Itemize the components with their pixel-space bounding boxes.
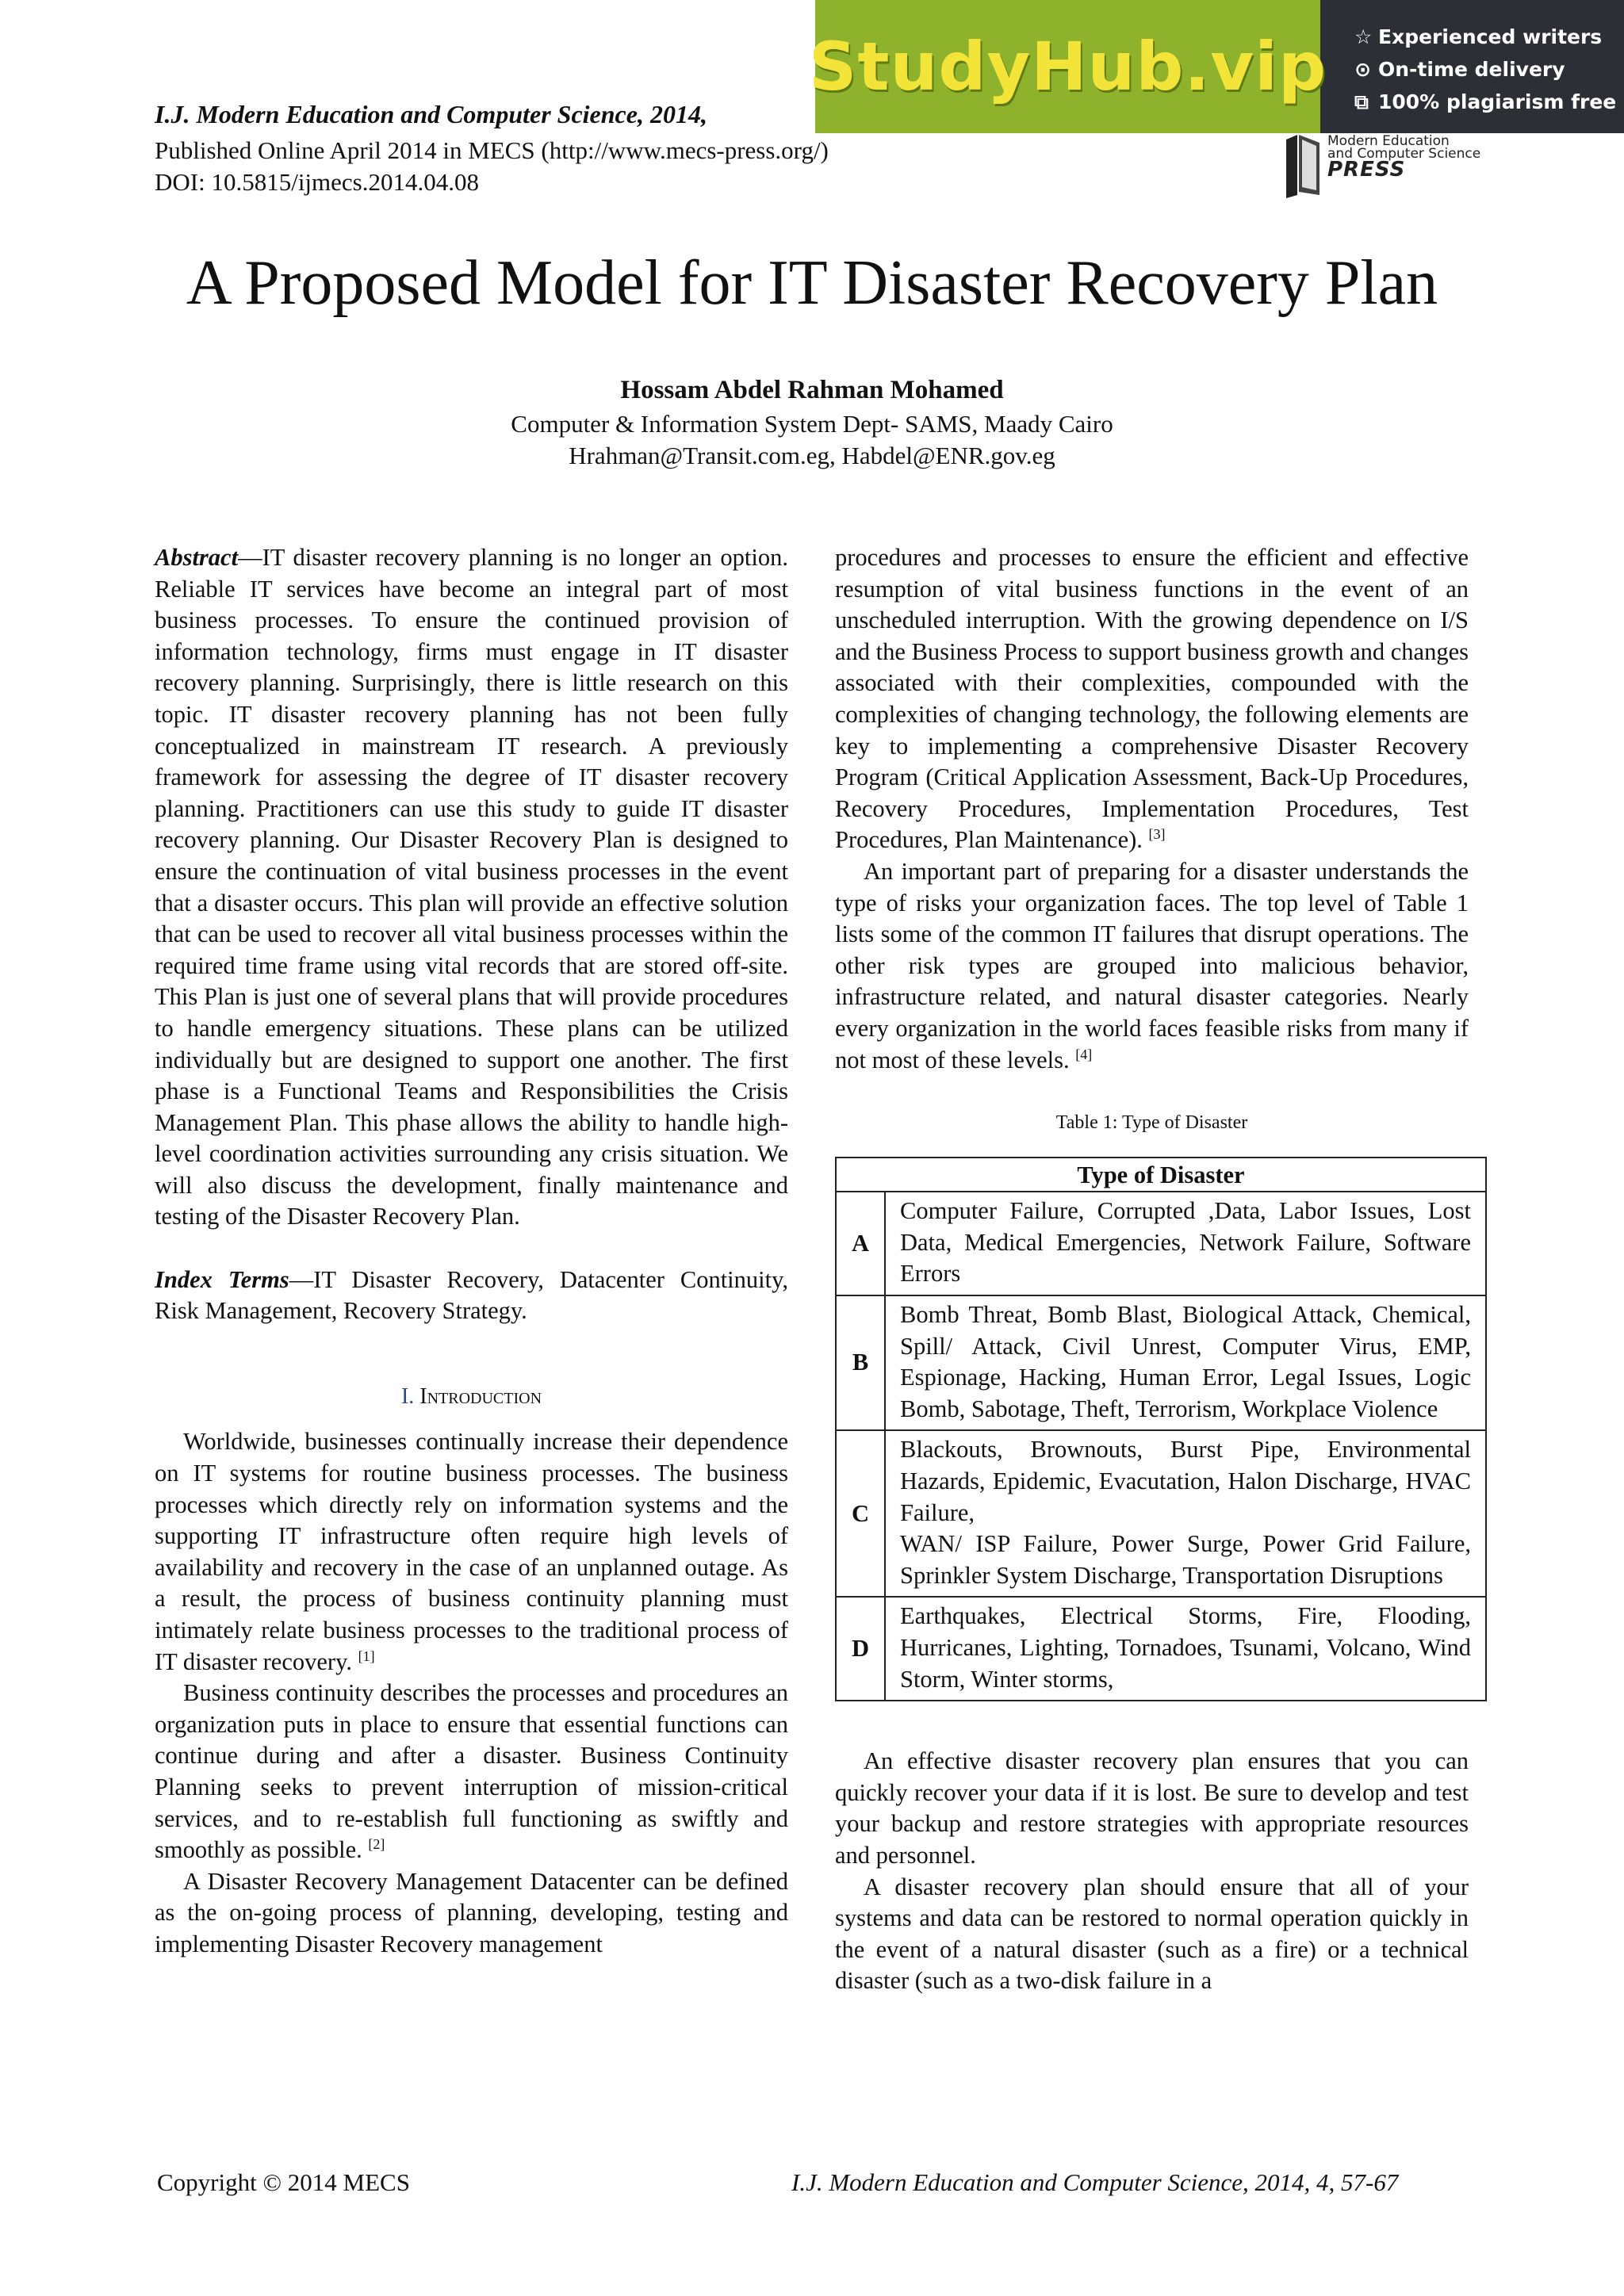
disaster-type-table [835,1157,1487,1702]
author-affiliation [0,408,1624,472]
abstract: Abstract—IT disaster recovery planning is no longer an option. Reliable IT services have become an integral part of most business processes. To ensure the continued provision of information technology, firms must engage in IT disaster recovery planning. Surprisingly, there is little research on this topic. IT disaster recovery planning has not been fully conceptualized in mainstream IT research. A previously framework for assessing the degree of IT disaster recovery planning. Practitioners can use this study to guide IT disaster recovery planning. Our Disaster Recovery Plan is designed to ensure the continuation of vital business processes in the event that a disaster occurs. This plan will provide an effective solution that can be used to recover all vital business processes within the required time frame using vital records that are stored off-site. This Plan is just one of several plans that will provide procedures to handle emergency situations. These plans can be utilized individually but are designed to support one another. The first phase is a Functional Teams and Responsibilities the Crisis Management Plan. This phase allows the ability to handle high-level coordination activities surrounding any crisis situation. We will also discuss the development, finally maintenance and testing of the Disaster Recovery Plan. [155,544,788,1230]
published-line: Published Online April 2014 in MECS (http://www.mecs-press.org/) [155,136,829,164]
author-name: Hossam Abdel Rahman Mohamed [620,376,1004,404]
row-text: Computer Failure, Corrupted ,Data, Labor Issues, Lost Data, Medical Emergencies, Network Failure, Software Errors [885,1192,1486,1295]
intro-paragraph: Worldwide, businesses continually increase their dependence on IT systems for routine business processes. The business processes which directly rely on information systems and the supporting IT infrastructure often require high levels of availability and recovery in the case of an unplanned outage. As a result, the process of business continuity planning must intimately relate business processes to the traditional process of IT disaster recovery. [1] [155,1428,788,1675]
intro-paragraph: Business continuity describes the processes and procedures an organization puts in place to ensure that essential functions can continue during and after a disaster. Business Continuity Planning seeks to prevent interruption of mission-critical services, and to re-establish full functioning as swiftly and smoothly as possible. [2] [155,1679,788,1864]
citation[interactable]: [1] [358,1647,375,1664]
body-paragraph: procedures and processes to ensure the efficient and effective resumption of vital business functions in the event of an unscheduled interruption. With the growing dependence on I/S and the Business Process to support business growth and changes associated with their complexities, compounded with the complexities of changing technology, the following elements are key to implementing a comprehensive Disaster Recovery Program (Critical Application Assessment, Back-Up Procedures, Recovery Procedures, Implementation Procedures, Test Procedures, Plan Maintenance). [3] [835,544,1469,854]
book-icon [1283,132,1323,198]
body-paragraph: A disaster recovery plan should ensure that all of your systems and data can be restored to normal operation quickly in the event of a natural disaster (such as a fire) or a technical disaster (such as a two-disk failure in a [835,1873,1469,1995]
banner-item: ☆ Experienced writers [1354,21,1616,53]
banner-item: ⊙ On-time delivery [1354,53,1616,86]
studyhub-logo[interactable]: StudyHub.vip [808,28,1327,105]
row-label: B [836,1295,885,1430]
citation[interactable]: [3] [1148,826,1166,843]
journal-title: I.J. Modern Education and Computer Science [155,100,638,128]
table-row [836,1192,1486,1295]
press-name: Modern Education and Computer Science PRESS [1327,133,1481,182]
table-row [836,1597,1486,1701]
row-text: Earthquakes, Electrical Storms, Fire, Flooding, Hurricanes, Lighting, Tornadoes, Tsunami, Volcano, Wind Storm, Winter storms, [885,1597,1486,1701]
journal-year: , 2014, [637,100,707,128]
footer-citation: I.J. Modern Education and Computer Science, 2014, 4, 57-67 [791,2168,1399,2196]
citation[interactable]: [2] [368,1836,385,1852]
banner-feature-list [1354,21,1616,118]
copy-icon: ⧉ [1354,90,1369,113]
paper-title: A Proposed Model for IT Disaster Recovery Plan [186,248,1438,318]
row-label: A [836,1192,885,1295]
footer-copyright: Copyright © 2014 MECS [157,2168,410,2196]
table-row [836,1295,1486,1430]
left-column [155,542,788,1961]
author-emails: Hrahman@Transit.com.eg, Habdel@ENR.gov.eg [569,442,1055,469]
index-terms-label: Index Terms [155,1265,289,1293]
row-label: D [836,1597,885,1701]
star-icon: ☆ [1354,25,1373,48]
table-header-row [836,1158,1486,1192]
intro-paragraph: A Disaster Recovery Management Datacenter can be defined as the on-going process of planning, developing, testing and implementing Disaster Recovery management [155,1867,788,1957]
table-header: Type of Disaster [836,1158,1486,1192]
body-paragraph: An important part of preparing for a disaster understands the type of risks your organization faces. The top level of Table 1 lists some of the common IT failures that disrupt operations. The other risk types are grouped into malicious behavior, infrastructure related, and natural disaster categories. Nearly every organization in the world faces feasible risks from many if not most of these levels. [4] [835,857,1469,1073]
journal-name [155,100,707,129]
mecs-press-logo [1283,132,1481,203]
index-terms: Index Terms—IT Disaster Recovery, Datacenter Continuity, Risk Management, Recovery Strategy. [155,1265,788,1325]
row-text: Bomb Threat, Bomb Blast, Biological Attack, Chemical, Spill/ Attack, Civil Unrest, Computer Virus, EMP, Espionage, Hacking, Human Error, Legal Issues, Logic Bomb, Sabotage, Theft, Terrorism, Workplace Violence [885,1295,1486,1430]
abstract-label: Abstract [155,544,239,571]
studyhub-logo-area[interactable] [808,0,1327,133]
studyhub-banner[interactable] [808,0,1624,133]
affiliation-line: Computer & Information System Dept- SAMS, Maady Cairo [511,410,1113,438]
publication-info [155,135,829,198]
banner-item: ⧉ 100% plagiarism free [1354,86,1616,118]
section-heading-introduction: I. Introduction [400,1383,542,1409]
table-caption: Table 1: Type of Disaster [1055,1112,1248,1134]
body-paragraph: An effective disaster recovery plan ensures that you can quickly recover your data if it is lost. Be sure to develop and test your backup and restore strategies with appropriate resources and personnel. [835,1747,1469,1869]
clock-icon: ⊙ [1354,58,1371,81]
citation[interactable]: [4] [1075,1046,1093,1062]
row-text: Blackouts, Brownouts, Burst Pipe, Environmental Hazards, Epidemic, Evacutation, Halon Discharge, HVAC Failure, WAN/ ISP Failure, Power Surge, Power Grid Failure, Sprinkler System Discharge, Transportation Disruptions [885,1430,1486,1597]
right-column [835,542,1469,1997]
doi-line: DOI: 10.5815/ijmecs.2014.04.08 [155,168,479,196]
table-row [836,1430,1486,1597]
row-label: C [836,1430,885,1597]
